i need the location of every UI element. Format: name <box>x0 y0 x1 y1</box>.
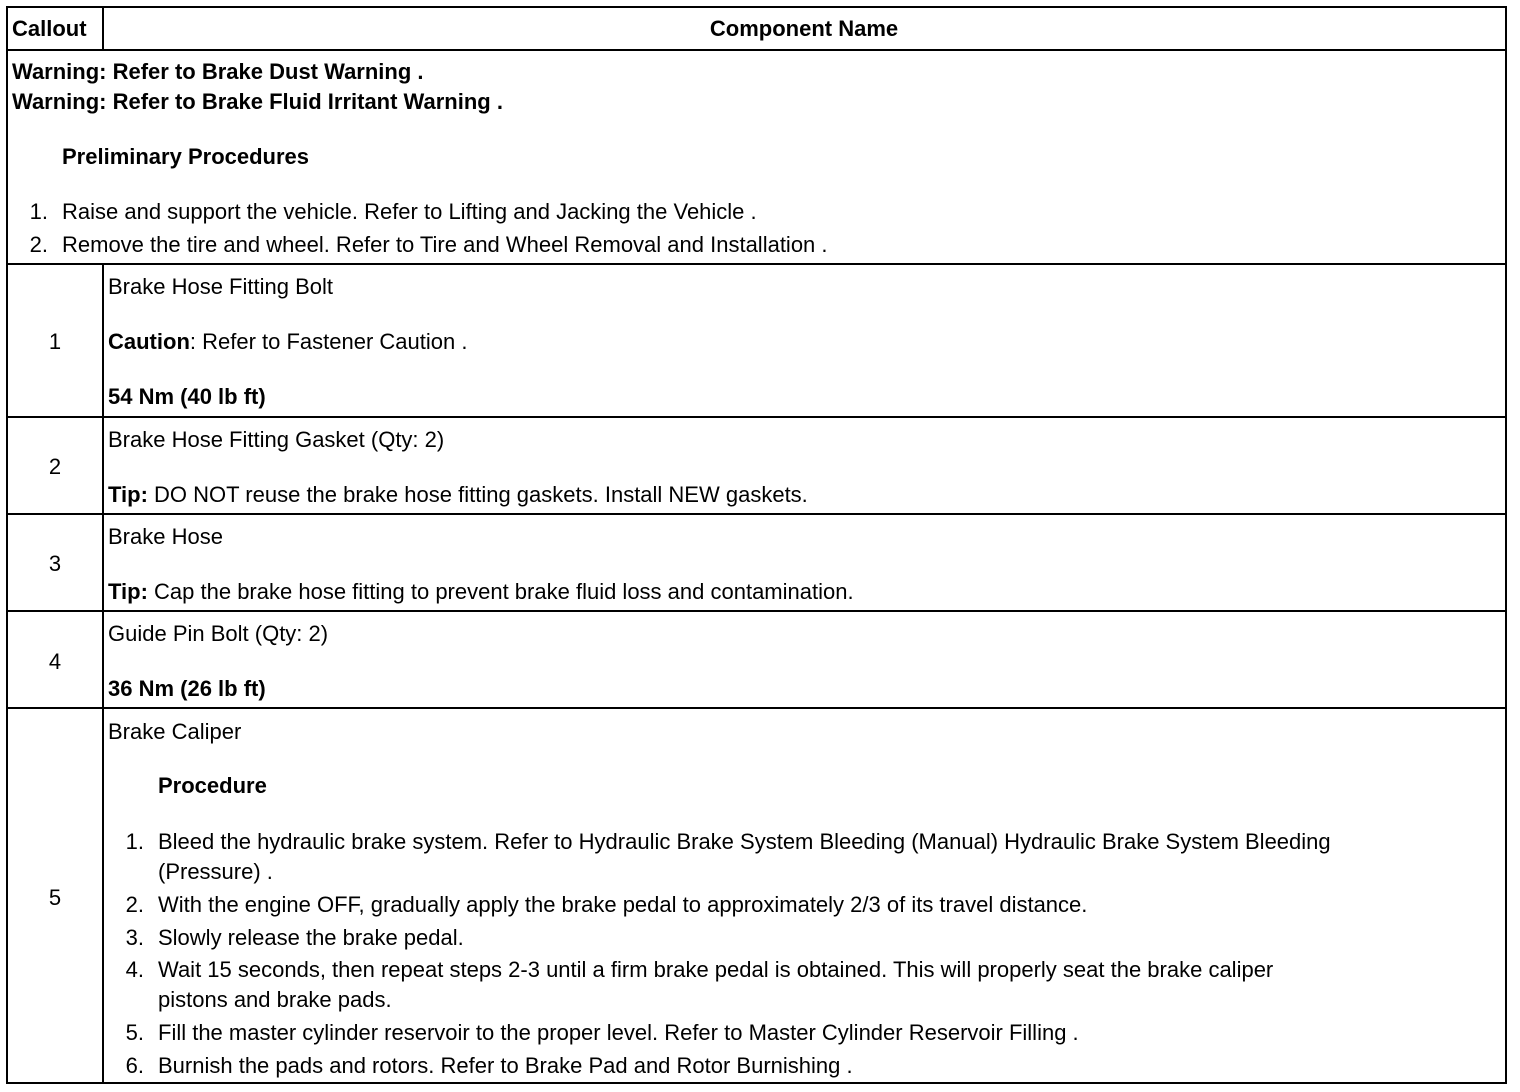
body-column-divider <box>102 263 104 1084</box>
step-text-continued: pistons and brake pads. <box>158 987 392 1012</box>
tip-label: Tip: <box>108 579 148 604</box>
step-text: Fill the master cylinder reservoir to the proper level. Refer to Master Cylinder Reservoir Filling . <box>158 1020 1079 1045</box>
step-number: 1. <box>29 199 48 224</box>
warning-brake-dust: Warning: Refer to Brake Dust Warning . <box>12 59 424 84</box>
row-divider <box>8 263 1505 265</box>
caution-label: Caution <box>108 329 190 354</box>
step-text: Wait 15 seconds, then repeat steps 2-3 until a firm brake pedal is obtained. This will properly seat the brake caliper <box>158 957 1274 982</box>
step-number: 5. <box>125 1020 144 1045</box>
row-divider <box>8 610 1505 612</box>
step-number: 2. <box>29 232 48 257</box>
step-number: 6. <box>125 1053 144 1078</box>
tip-note <box>108 579 854 605</box>
component-name: Brake Hose Fitting Gasket (Qty: 2) <box>108 427 445 452</box>
component-name: Brake Hose <box>108 524 223 549</box>
procedure-table <box>6 6 1507 1084</box>
tip-note <box>108 482 808 508</box>
component-name: Brake Hose Fitting Bolt <box>108 274 333 299</box>
step-text-continued: (Pressure) . <box>158 859 273 884</box>
step-text: Burnish the pads and rotors. Refer to Brake Pad and Rotor Burnishing . <box>158 1053 853 1078</box>
torque-spec: 54 Nm (40 lb ft) <box>108 384 266 409</box>
step-number: 2. <box>125 892 144 917</box>
caution-text: : Refer to Fastener Caution . <box>189 329 468 354</box>
callout-number: 3 <box>48 551 62 576</box>
tip-label: Tip: <box>108 482 148 507</box>
component-name: Guide Pin Bolt (Qty: 2) <box>108 621 329 646</box>
caution-note <box>108 329 467 355</box>
step-number: 3. <box>125 925 144 950</box>
procedure-title: Procedure <box>158 773 267 798</box>
warning-brake-fluid: Warning: Refer to Brake Fluid Irritant Warning . <box>12 89 503 114</box>
torque-spec: 36 Nm (26 lb ft) <box>108 676 266 701</box>
row-divider <box>8 707 1505 709</box>
step-number: 4. <box>125 957 144 982</box>
step-text: With the engine OFF, gradually apply the brake pedal to approximately 2/3 of its travel distance. <box>158 892 1088 917</box>
row-divider <box>8 416 1505 418</box>
component-name: Brake Caliper <box>108 719 242 744</box>
tip-text: Cap the brake hose fitting to prevent brake fluid loss and contamination. <box>147 579 854 604</box>
step-number: 1. <box>125 829 144 854</box>
step-text: Slowly release the brake pedal. <box>158 925 464 950</box>
callout-number: 2 <box>48 454 62 479</box>
callout-number: 4 <box>48 649 62 674</box>
tip-text: DO NOT reuse the brake hose fitting gaskets. Install NEW gaskets. <box>147 482 808 507</box>
step-text: Remove the tire and wheel. Refer to Tire and Wheel Removal and Installation . <box>62 232 828 257</box>
step-text: Raise and support the vehicle. Refer to Lifting and Jacking the Vehicle . <box>62 199 757 224</box>
callout-number: 1 <box>48 329 62 354</box>
header-callout: Callout <box>12 16 87 41</box>
header-component-name: Component Name <box>709 16 899 41</box>
preliminary-procedures-title: Preliminary Procedures <box>62 144 310 169</box>
step-text: Bleed the hydraulic brake system. Refer to Hydraulic Brake System Bleeding (Manual) Hydraulic Brake System Bleeding <box>158 829 1331 854</box>
row-divider <box>8 513 1505 515</box>
callout-number: 5 <box>48 885 62 910</box>
header-divider <box>8 49 1505 51</box>
